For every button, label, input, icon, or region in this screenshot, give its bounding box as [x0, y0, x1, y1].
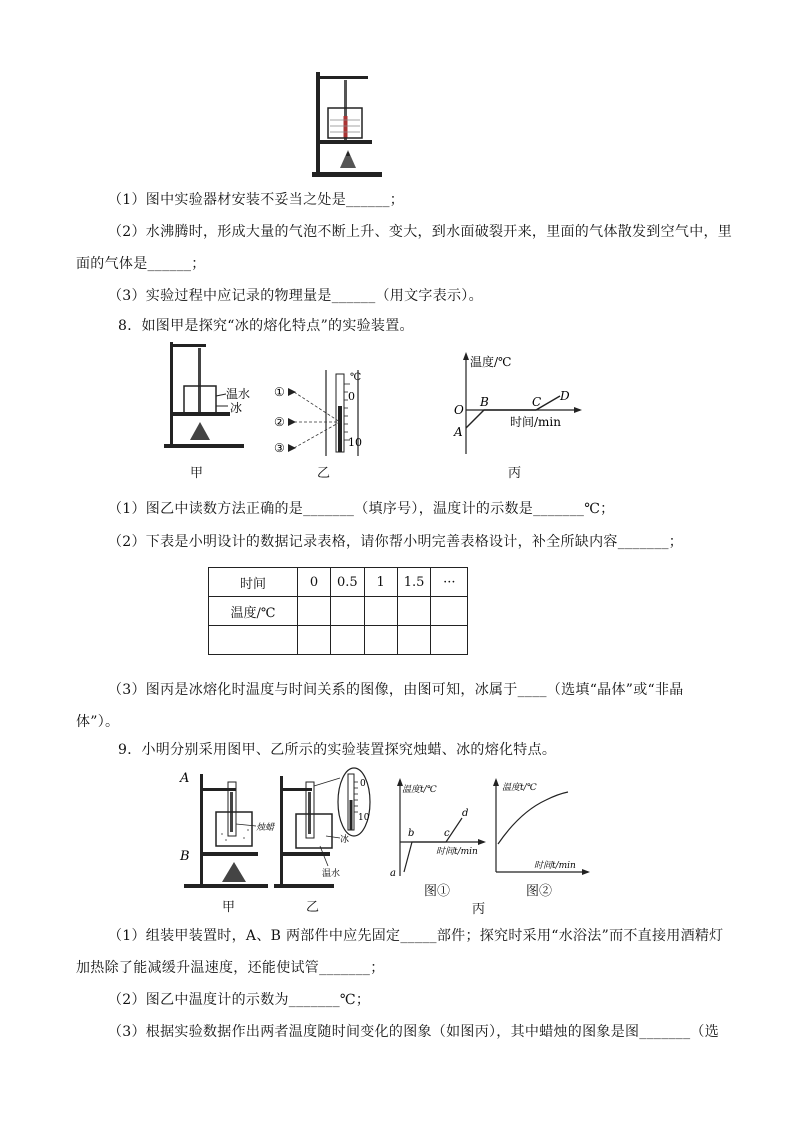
q9-g2-ylabel: 温度t/℃ [502, 783, 537, 793]
q9-part2: （2）图乙中温度计的示数为_______℃； [108, 992, 371, 1008]
eye-icon [288, 444, 296, 452]
q8-bing-ylabel: 温度/℃ [470, 355, 512, 369]
q9-part3: （3）根据实验数据作出两者温度随时间变化的图象（如图丙），其中蜡烛的图象是图_______（选 [108, 1024, 720, 1040]
q9-bing-graph1 [386, 772, 490, 882]
q8-stem: 8．如图甲是探究“冰的熔化特点”的实验装置。 [118, 318, 414, 334]
q7-part1: （1）图中实验器材安装不妥当之处是______； [108, 192, 405, 208]
q9-stem: 9．小明分别采用图甲、乙所示的实验装置探究烛蜡、冰的熔化特点。 [118, 742, 557, 758]
q9-jia-label-a: A [180, 771, 190, 786]
q8-jia-warm-water-label: 温水 [226, 387, 251, 401]
eye-icon [288, 388, 296, 396]
q9-yi-water-label: 温水 [322, 869, 341, 879]
q9-jia-caption: 甲 [222, 900, 236, 915]
q8-yi-eye1: ① [274, 385, 285, 399]
q8-part1: （1）图乙中读数方法正确的是_______（填序号），温度计的示数是_______℃； [108, 501, 615, 517]
table-cell: 1 [364, 568, 397, 597]
q9-yi-ice-label: 冰 [340, 835, 350, 845]
table-row [209, 568, 468, 597]
q8-part2: （2）下表是小明设计的数据记录表格，请你帮小明完善表格设计，补全所缺内容_______； [108, 534, 684, 550]
table-row [209, 626, 468, 655]
q9-part1-line1: （1）组装甲装置时，A、B 两部件中应先固定_____部件；探究时采用“水浴法”而不直接用酒精灯 [108, 928, 724, 944]
q8-bing-caption: 丙 [508, 466, 522, 481]
q8-figure-yi [272, 366, 382, 460]
q9-g1-ylabel: 温度t/℃ [402, 785, 437, 795]
q9-bing-caption: 丙 [472, 902, 486, 917]
q9-g2-xlabel: 时间t/min [534, 861, 576, 871]
q8-figure-bing [446, 350, 586, 460]
q9-yi-tick-10: 10 [358, 813, 370, 823]
q8-record-table [208, 567, 468, 655]
q9-yi-tick-0: 0 [360, 779, 366, 789]
q9-g1-point-b: b [408, 828, 415, 839]
table-cell [209, 626, 298, 655]
table-cell: 0.5 [331, 568, 365, 597]
q8-yi-caption: 乙 [317, 466, 331, 481]
table-cell: 1.5 [397, 568, 431, 597]
q8-yi-eye3: ③ [274, 441, 285, 455]
q9-part1-line2: 加热除了能减缓升温速度，还能使试管_______； [76, 960, 385, 976]
q7-part2-line1: （2）水沸腾时，形成大量的气泡不断上升、变大，到水面破裂开来，里面的气体散发到空气中，里 [108, 224, 733, 240]
q8-part3-line2: 体”）。 [76, 714, 120, 730]
q8-bing-origin: O [454, 403, 464, 417]
q9-bing-graph2 [484, 772, 594, 882]
q9-jia-wax-label: 烛蜡 [256, 823, 275, 833]
q9-g2-caption: 图② [526, 884, 553, 899]
q8-bing-point-a: A [454, 425, 463, 439]
q8-yi-unit: ℃ [350, 372, 362, 383]
q9-g1-point-c: c [444, 828, 450, 839]
q8-jia-caption: 甲 [190, 466, 204, 481]
q8-jia-ice-label: 冰 [230, 401, 243, 415]
q9-figure-jia [178, 768, 278, 892]
q8-yi-tick-10: 10 [348, 436, 362, 449]
table-cell: 时间 [209, 568, 298, 597]
q9-g1-point-d: d [462, 808, 469, 819]
eye-icon [288, 418, 296, 426]
q9-g1-caption: 图① [424, 884, 451, 899]
q8-yi-eye2: ② [274, 415, 285, 429]
boiling-apparatus-figure [308, 68, 388, 180]
q8-bing-point-b: B [480, 395, 489, 409]
q8-bing-point-d: D [560, 389, 570, 403]
q8-bing-point-c: C [532, 395, 542, 409]
q8-yi-tick-0: 0 [348, 390, 355, 403]
q9-g1-xlabel: 时间t/min [436, 847, 478, 857]
q9-figure-yi [270, 764, 374, 892]
q8-bing-xlabel: 时间/min [510, 415, 561, 429]
q9-yi-caption: 乙 [306, 900, 320, 915]
table-cell: 0 [298, 568, 331, 597]
table-cell: 温度/℃ [209, 597, 298, 626]
q9-jia-label-b: B [180, 849, 190, 864]
q8-part3-line1: （3）图丙是冰熔化时温度与时间关系的图像，由图可知，冰属于____（选填“晶体”或“非晶 [108, 682, 684, 698]
table-cell: ··· [431, 568, 468, 597]
q9-g1-point-a: a [390, 868, 396, 879]
q7-part3: （3）实验过程中应记录的物理量是______（用文字表示）。 [108, 288, 483, 304]
q7-part2-line2: 面的气体是______； [76, 256, 206, 272]
q8-figure-jia [160, 336, 260, 456]
table-row [209, 597, 468, 626]
